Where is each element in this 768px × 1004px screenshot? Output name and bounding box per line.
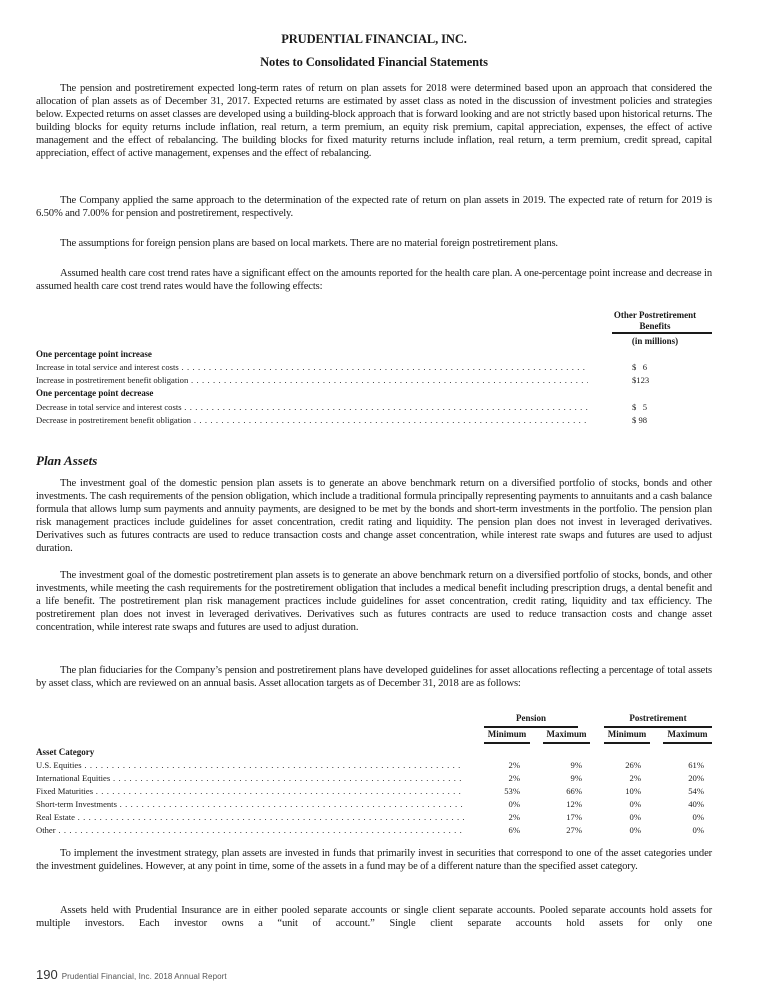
category-heading: Asset Category <box>36 747 95 757</box>
table-row <box>36 374 712 387</box>
pension-max: 12% <box>566 799 582 809</box>
table-row <box>36 772 712 785</box>
table-row <box>36 759 712 772</box>
pension-min: 53% <box>504 786 520 796</box>
paragraph-investment-strategy: To implement the investment strategy, plan assets are invested in funds that primarily invest in securities that correspond to one of the asset categories under the investment guidelines. However, at any point in time, some of the assets in a fund may be of a different nature than the specified asset category. <box>36 848 712 872</box>
row-label: Other . . . <box>36 824 464 837</box>
post-min: 0% <box>629 825 641 835</box>
post-min: 10% <box>625 786 641 796</box>
pension-min: 2% <box>508 773 520 783</box>
table-row <box>36 401 712 414</box>
col-header-other-postretirement <box>598 310 712 332</box>
pension-min: 6% <box>508 825 520 835</box>
col-rule <box>484 742 530 744</box>
paragraph-health-care-trend: Assumed health care cost trend rates have a significant effect on the amounts reported for the health care plan. A one-percentage point increase and decrease in assumed health care cost trend rates would have the following effects: <box>36 268 712 292</box>
row-label: International Equities . . . <box>36 772 464 785</box>
group-header-postretirement: Postretirement <box>629 713 687 723</box>
postretirement-group-rule <box>604 726 712 728</box>
row-label: Real Estate . . . <box>36 811 464 824</box>
row-label: U.S. Equities . . . <box>36 759 464 772</box>
row-value: $123 <box>632 375 650 385</box>
col-header-post-max: Maximum <box>667 729 708 739</box>
page-number: 190 <box>36 967 58 982</box>
paragraph-postretirement-investment-goal: The investment goal of the domestic postretirement plan assets is to generate an above benchmark return on a diversified portfolio of stocks, bonds, and other investments, while meeting the cash requirements for the postretirement obligation that includes a medical benefit including prescription drugs, a dental benefit and a life benefit. The postretirement plan risk management practices include guidelines for asset concentration, credit rating, liquidity and tax efficiency. The postretirement plan does not invest in leveraged derivatives. Derivatives such as futures contracts are used to reduce transaction costs and change asset concentration, while interest rate swaps and futures are used to adjust duration. <box>36 570 712 633</box>
paragraph-foreign-plans: The assumptions for foreign pension plans are based on local markets. There are no material foreign postretirement plans. <box>60 238 558 249</box>
row-label: Increase in postretirement benefit obligation . . . <box>36 374 588 387</box>
pension-group-rule <box>484 726 578 728</box>
post-min: 26% <box>625 760 641 770</box>
page-footer <box>36 966 227 984</box>
pension-min: 2% <box>508 760 520 770</box>
post-min: 0% <box>629 799 641 809</box>
paragraph-pension-investment-goal: The investment goal of the domestic pension plan assets is to generate an above benchmark return on a diversified portfolio of stocks, bonds and other investments. The cash requirements of the pension obligation, which include a traditional formula principally representing payments to annuitants and a cash balance formula that allows lump sum payments and annuity payments, are designed to be met by the bonds and short-term investments in the portfolio. The pension plan risk management practices include guidelines for asset concentration, credit rating and liquidity. The pension plan does not invest in leveraged derivatives. Derivatives such as futures contracts are used to reduce transaction costs and change asset concentration, while interest rate swaps and futures are used to adjust duration. <box>36 478 712 554</box>
post-max: 0% <box>692 825 704 835</box>
pension-min: 0% <box>508 799 520 809</box>
col-header-pension-max: Maximum <box>546 729 587 739</box>
table-row <box>36 811 712 824</box>
unit-label: (in millions) <box>631 336 679 346</box>
group-header-pension: Pension <box>515 713 546 723</box>
section-heading-plan-assets: Plan Assets <box>36 453 98 468</box>
post-max: 0% <box>692 812 704 822</box>
pension-min: 2% <box>508 812 520 822</box>
row-value: $ 5 <box>632 402 648 412</box>
row-label: Fixed Maturities . . . <box>36 785 464 798</box>
pension-max: 66% <box>566 786 582 796</box>
post-min: 0% <box>629 812 641 822</box>
paragraph-separate-accounts: Assets held with Prudential Insurance are in either pooled separate accounts or single client separate accounts. Pooled separate accounts hold assets for multiple investors. Each investor owns a “unit of account.” Single client separate accounts hold assets for only one <box>36 905 712 929</box>
row-label: Increase in total service and interest costs . . . <box>36 361 588 374</box>
paragraph-2019-rates: The Company applied the same approach to the determination of the expected rate of return on plan assets in 2019. The expected rate of return for 2019 is 6.50% and 7.00% for pension and postretirement, respectively. <box>36 195 712 219</box>
table-row <box>36 824 712 837</box>
header-rule <box>612 332 712 334</box>
post-max: 40% <box>688 799 704 809</box>
col-rule <box>543 742 590 744</box>
table-row <box>36 414 712 427</box>
row-value: $ 6 <box>632 362 648 372</box>
col-rule <box>604 742 650 744</box>
row-label: Decrease in postretirement benefit obligation . . . <box>36 414 588 427</box>
pension-max: 17% <box>566 812 582 822</box>
table-row <box>36 361 712 374</box>
page-subtitle: Notes to Consolidated Financial Statements <box>260 55 488 69</box>
pension-max: 9% <box>570 760 582 770</box>
group-heading: One percentage point increase <box>36 349 152 359</box>
post-max: 20% <box>688 773 704 783</box>
pension-max: 9% <box>570 773 582 783</box>
col-rule <box>663 742 712 744</box>
post-max: 61% <box>688 760 704 770</box>
table-row <box>36 785 712 798</box>
row-label: Short-term Investments . . . <box>36 798 464 811</box>
post-min: 2% <box>629 773 641 783</box>
col-header-line2: Benefits <box>639 321 671 331</box>
col-header-post-min: Minimum <box>607 729 647 739</box>
post-max: 54% <box>688 786 704 796</box>
row-value: $ 98 <box>632 415 648 425</box>
company-title: PRUDENTIAL FINANCIAL, INC. <box>281 32 467 46</box>
col-header-line1: Other Postretirement <box>613 310 697 320</box>
paragraph-expected-returns: The pension and postretirement expected long-term rates of return on plan assets for 2018 were determined based upon an approach that considered the allocation of plan assets as of December 31, 2017. Expected returns are estimated by asset class as noted in the discussion of investment policies and strategies below. Expected returns on asset classes are developed using a building-block approach that is forward looking and are not strictly based upon historical returns. The building blocks for equity returns include inflation, real return, a term premium, an equity risk premium, capital appreciation, expenses, the effect of active management and the effect of rebalancing. The building blocks for fixed maturity returns include inflation, real return, a term premium, credit spread, capital appreciation, effect of active management, expenses and the effect of rebalancing. <box>36 83 712 159</box>
col-header-pension-min: Minimum <box>487 729 527 739</box>
table-row <box>36 798 712 811</box>
pension-max: 27% <box>566 825 582 835</box>
group-heading: One percentage point decrease <box>36 388 154 398</box>
paragraph-asset-allocation-guidelines: The plan fiduciaries for the Company’s pension and postretirement plans have developed guidelines for asset allocations reflecting a percentage of total assets by asset class, which are reviewed on an annual basis. Asset allocation targets as of December 31, 2018 are as follows: <box>36 665 712 689</box>
row-label: Decrease in total service and interest costs . . . <box>36 401 588 414</box>
report-name: Prudential Financial, Inc. 2018 Annual Report <box>61 972 227 981</box>
